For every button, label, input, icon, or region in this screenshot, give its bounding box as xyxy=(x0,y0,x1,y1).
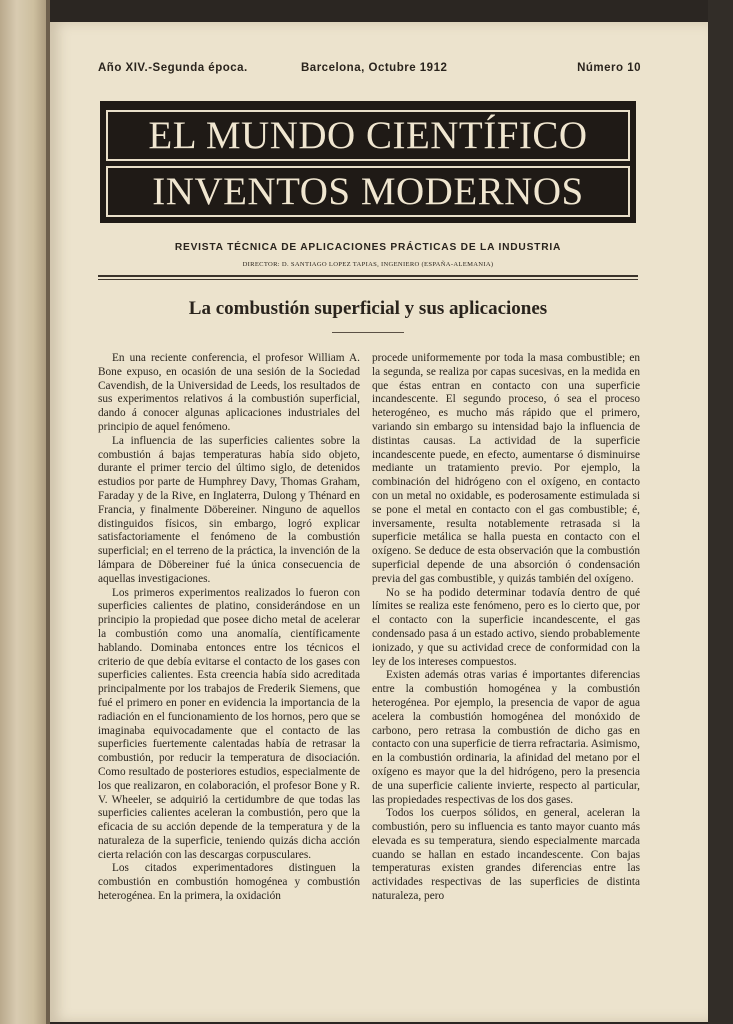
article-title: La combustión superficial y sus aplicaciones xyxy=(188,298,548,319)
book-spine xyxy=(0,0,48,1024)
scan-background xyxy=(708,0,733,1024)
place-date: Barcelona, Octubre 1912 xyxy=(301,62,448,74)
masthead xyxy=(100,101,636,223)
magazine-subtitle: REVISTA TÉCNICA DE APLICACIONES PRÁCTICAS DE LA INDUSTRIA xyxy=(174,242,562,253)
paragraph: procede uniformemente por toda la masa combustible; en la segunda, se realiza por capas sucesivas, en la medida en que éstas entran en contacto con una superficie incandescente. El segundo proceso, ó sea el proceso heterogéneo, es mucho más rápido que el primero, variando sin embargo su intensidad bajo la influencia de distintas causas. La actividad de la superficie incandescente puede, en efecto, aumentarse ó disminuirse mediante un tratamiento previo. Por ejemplo, la combinación del hidrógeno con el oxígeno, en contacto con un metal no oxidable, es poderosamente estimulada si se pone el metal en contacto con el gas combustible; é, inversamente, resulta notablemente retrasada si la superficie metálica se halla puesta en contacto con el oxígeno. Se deduce de esta observación que la combustión superficial depende de una absorción ó condensación previa del gas combustible, y quizás también del oxígeno. xyxy=(372,352,640,585)
paragraph: Los primeros experimentos realizados lo fueron con superficies calientes de platino, considerándose en un principio la propiedad que posee dicho metal de acelerar la combustión como una anomalía, científicamente hablando. Dominaba entonces entre los técnicos el criterio de que debía evitarse el contacto de los gases con superficies calientes. Esta creencia había sido acreditada principalmente por los trabajos de Frederik Siemens, que fué el primero en poner en evidencia la importancia de la radiación en el funcionamiento de los hornos, pero que se imaginaba equivocadamente que el contacto de las superficies fuertemente calentadas había de retrasar la combustión, por reducir la temperatura de disociación. Como resultado de posteriores estudios, especialmente de los que realizaron, en colaboración, el profesor Bone y R. V. Wheeler, se adquirió la certidumbre de que todas las superficies calientes aceleran la combustión, pero que la eficacia de su acción depende de la temperatura y de la naturaleza de la superficie, teniendo quizás dicha acción cierta relación con las descargas corpusculares. xyxy=(98,586,360,861)
paragraph: No se ha podido determinar todavía dentro de qué límites se realiza este fenómeno, pero es lo cierto que, por el contacto con la superficie incandescente, el gas condensado pasa á un estado activo, siendo probablemente ionizado, y que su actividad crece de conformidad con la ley de los intereses compuestos. xyxy=(372,586,640,668)
header-rule-thin xyxy=(98,279,638,280)
paragraph: Los citados experimentadores distinguen la combustión en combustión homogénea y combustión heterogénea. En la primera, la oxidación xyxy=(98,862,360,903)
issue-header xyxy=(98,62,641,80)
issue-number: Número 10 xyxy=(577,62,641,74)
paragraph: Existen además otras varias é importantes diferencias entre la combustión homogénea y la combustión heterogénea. Por ejemplo, la presencia de vapor de agua acelera la combustión homogénea del monóxido de carbono, pero retrasa la combustión de dicho gas en contacto con una superficie de tierra refractaria. Asimismo, en la combustión ordinaria, la afinidad del metano por el oxígeno es mayor que la del hidrógeno, pero la presencia de una superficie caliente invierte, respecto al particular, las propiedades respectivas de los dos gases. xyxy=(372,669,640,806)
director-line: DIRECTOR: D. SANTIAGO LOPEZ TAPIAS, INGENIERO (ESPAÑA-ALEMANIA) xyxy=(242,261,494,268)
masthead-line-2: INVENTOS MODERNOS xyxy=(106,166,630,217)
issue-label: Año XIV.-Segunda época. xyxy=(98,62,248,74)
article-column-right xyxy=(372,352,640,904)
title-divider xyxy=(332,332,404,333)
header-rule-thick xyxy=(98,275,638,277)
paragraph: En una reciente conferencia, el profesor William A. Bone expuso, en ocasión de una sesión de la Sociedad Cavendish, de la Universidad de Leeds, los resultados de sus experimentos relativos á la combustión superficial, dando á conocer algunas aplicaciones industriales del principio de aquel fenómeno. xyxy=(98,352,360,433)
paragraph: Todos los cuerpos sólidos, en general, aceleran la combustión, pero su influencia es tanto mayor cuanto más elevada es su temperatura, siendo especialmente marcada cuando se hallan en estado incandescente. Con bajas temperaturas existen grandes diferencias entre las actividades respectivas de las superficies de distinta naturaleza, pero xyxy=(372,807,640,903)
article-column-left xyxy=(98,352,360,904)
paragraph: La influencia de las superficies calientes sobre la combustión á bajas temperaturas había sido objeto, durante el primer tercio del último siglo, de detenidos estudios por parte de Humphrey Davy, Thomas Graham, Faraday y de la Rive, en Inglaterra, Dulong y Thénard en Francia, y finalmente Döbereiner. Ninguno de aquellos distinguidos físicos, sin embargo, logró explicar satisfactoriamente el fenómeno de la combustión superficial; en el terreno de la práctica, la invención de la lámpara de Döbereiner fué la única consecuencia de aquellas investigaciones. xyxy=(98,434,360,585)
masthead-line-1: EL MUNDO CIENTÍFICO xyxy=(106,110,630,161)
